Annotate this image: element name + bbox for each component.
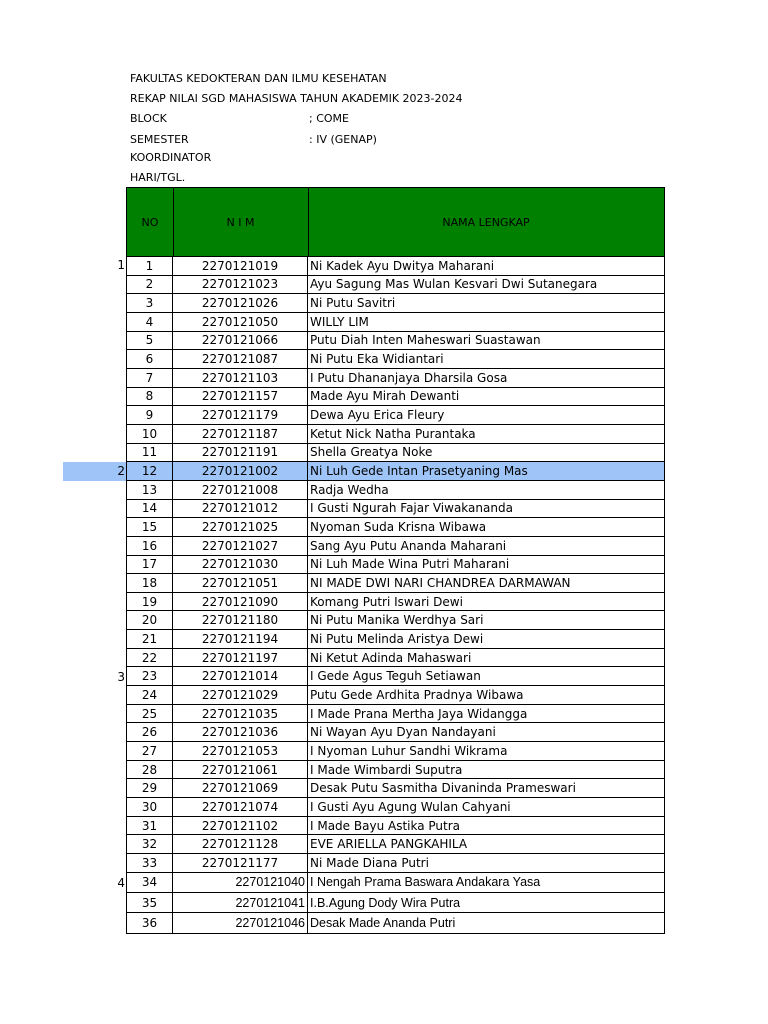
table-row[interactable] <box>126 893 665 913</box>
cell-nim[interactable]: 2270121066 <box>173 332 308 350</box>
cell-no[interactable]: 11 <box>127 444 173 462</box>
table-row[interactable] <box>126 500 665 519</box>
cell-no[interactable]: 16 <box>127 537 173 555</box>
cell-no[interactable]: 26 <box>127 723 173 741</box>
cell-no[interactable]: 5 <box>127 332 173 350</box>
cell-nama[interactable]: I Gusti Ayu Agung Wulan Cahyani <box>310 799 511 814</box>
cell-no[interactable]: 2 <box>127 276 173 294</box>
group-number: 1 <box>117 258 125 272</box>
cell-no[interactable]: 30 <box>127 798 173 816</box>
cell-no[interactable]: 36 <box>127 913 173 932</box>
table-row[interactable] <box>126 332 665 351</box>
table-header <box>126 187 665 257</box>
cell-nim[interactable]: 2270121002 <box>173 462 308 480</box>
table-row[interactable] <box>126 686 665 705</box>
cell-nama[interactable]: Putu Gede Ardhita Pradnya Wibawa <box>310 687 524 702</box>
table-row[interactable] <box>126 835 665 854</box>
table-row[interactable] <box>126 481 665 500</box>
table-row[interactable] <box>126 873 665 893</box>
cell-nim[interactable]: 2270121197 <box>173 649 308 667</box>
cell-nama[interactable]: Ayu Sagung Mas Wulan Kesvari Dwi Sutanegara <box>310 277 598 292</box>
cell-no[interactable]: 24 <box>127 686 173 704</box>
table-row[interactable] <box>126 817 665 836</box>
cell-nama[interactable]: Ni Ketut Adinda Mahaswari <box>310 650 472 665</box>
table-row[interactable] <box>126 388 665 407</box>
cell-nim[interactable]: 2270121029 <box>173 686 308 704</box>
cell-nama[interactable]: I Made Wimbardi Suputra <box>310 762 463 777</box>
cell-nim[interactable]: 2270121040 <box>173 873 308 892</box>
table-row[interactable] <box>126 294 665 313</box>
cell-nama[interactable]: NI MADE DWI NARI CHANDREA DARMAWAN <box>310 575 571 590</box>
table-row[interactable] <box>126 742 665 761</box>
cell-nim[interactable]: 2270121050 <box>173 313 308 331</box>
table-row[interactable] <box>126 369 665 388</box>
cell-no[interactable]: 34 <box>127 873 173 892</box>
cell-nim[interactable]: 2270121051 <box>173 574 308 592</box>
cell-no[interactable]: 10 <box>127 425 173 443</box>
table-row[interactable] <box>126 913 665 933</box>
cell-nim[interactable]: 2270121027 <box>173 537 308 555</box>
report-title: REKAP NILAI SGD MAHASISWA TAHUN AKADEMIK 2023-2024 <box>130 92 463 105</box>
table-row[interactable] <box>126 313 665 332</box>
cell-no[interactable]: 31 <box>127 817 173 835</box>
table-row[interactable] <box>126 406 665 425</box>
cell-no[interactable]: 29 <box>127 779 173 797</box>
student-table <box>126 187 665 934</box>
table-row[interactable] <box>126 537 665 556</box>
cell-nim[interactable]: 2270121103 <box>173 369 308 387</box>
cell-nim[interactable]: 2270121019 <box>173 257 308 275</box>
cell-nim[interactable]: 2270121102 <box>173 817 308 835</box>
group-number: 4 <box>117 876 125 890</box>
cell-nim[interactable]: 2270121041 <box>173 893 308 912</box>
table-row[interactable] <box>126 705 665 724</box>
cell-nama[interactable]: Putu Diah Inten Maheswari Suastawan <box>310 333 541 348</box>
cell-nim[interactable]: 2270121128 <box>173 835 308 853</box>
column-header-nim[interactable]: N I M <box>173 188 309 256</box>
table-row[interactable] <box>126 444 665 463</box>
cell-no[interactable]: 14 <box>127 500 173 518</box>
cell-nama[interactable]: Dewa Ayu Erica Fleury <box>310 408 445 423</box>
cell-nim[interactable]: 2270121069 <box>173 779 308 797</box>
table-row[interactable] <box>126 630 665 649</box>
cell-nim[interactable]: 2270121035 <box>173 705 308 723</box>
cell-nim[interactable]: 2270121036 <box>173 723 308 741</box>
cell-nama[interactable]: Made Ayu Mirah Dewanti <box>310 389 460 404</box>
cell-nim[interactable]: 2270121090 <box>173 593 308 611</box>
cell-no[interactable]: 23 <box>127 667 173 685</box>
cell-no[interactable]: 15 <box>127 518 173 536</box>
cell-nama[interactable]: I Putu Dhananjaya Dharsila Gosa <box>310 370 508 385</box>
cell-nim[interactable]: 2270121180 <box>173 611 308 629</box>
cell-nama[interactable]: I Gusti Ngurah Fajar Viwakananda <box>310 501 513 516</box>
table-row[interactable] <box>126 779 665 798</box>
cell-nim[interactable]: 2270121014 <box>173 667 308 685</box>
group-number: 2 <box>117 464 125 478</box>
column-header-no[interactable]: NO <box>127 188 174 256</box>
cell-nama[interactable]: I Nengah Prama Baswara Andakara Yasa <box>310 875 541 890</box>
cell-no[interactable]: 3 <box>127 294 173 312</box>
cell-no[interactable]: 20 <box>127 611 173 629</box>
table-row[interactable] <box>126 667 665 686</box>
cell-nim[interactable]: 2270121087 <box>173 350 308 368</box>
cell-no[interactable]: 4 <box>127 313 173 331</box>
faculty-name: FAKULTAS KEDOKTERAN DAN ILMU KESEHATAN <box>130 72 387 85</box>
cell-nama[interactable]: Nyoman Suda Krisna Wibawa <box>310 520 487 535</box>
cell-nim[interactable]: 2270121012 <box>173 500 308 518</box>
cell-nama[interactable]: I Nyoman Luhur Sandhi Wikrama <box>310 743 508 758</box>
table-row[interactable] <box>126 854 665 873</box>
cell-nama[interactable]: Ni Putu Manika Werdhya Sari <box>310 613 484 628</box>
cell-no[interactable]: 1 <box>127 257 173 275</box>
semester-value: : IV (GENAP) <box>309 133 377 146</box>
table-row[interactable] <box>126 518 665 537</box>
cell-no[interactable]: 17 <box>127 556 173 574</box>
hari-label: HARI/TGL. <box>130 171 186 184</box>
cell-nama[interactable]: Ni Luh Gede Intan Prasetyaning Mas <box>310 464 528 479</box>
cell-nim[interactable]: 2270121023 <box>173 276 308 294</box>
cell-nama[interactable]: Ketut Nick Natha Purantaka <box>310 426 476 441</box>
cell-nim[interactable]: 2270121194 <box>173 630 308 648</box>
cell-nama[interactable]: EVE ARIELLA PANGKAHILA <box>310 837 468 852</box>
cell-nama[interactable]: Desak Putu Sasmitha Divaninda Prameswari <box>310 781 576 796</box>
group-number: 3 <box>117 670 125 684</box>
cell-nama[interactable]: Ni Putu Savitri <box>310 296 396 311</box>
table-row[interactable] <box>126 761 665 780</box>
koordinator-label: KOORDINATOR <box>130 151 212 164</box>
table-row[interactable] <box>126 425 665 444</box>
cell-nama[interactable]: Radja Wedha <box>310 482 389 497</box>
cell-no[interactable]: 27 <box>127 742 173 760</box>
cell-no[interactable]: 13 <box>127 481 173 499</box>
table-row[interactable] <box>126 574 665 593</box>
cell-no[interactable]: 22 <box>127 649 173 667</box>
cell-nama[interactable]: Ni Putu Eka Widiantari <box>310 352 444 367</box>
table-row[interactable] <box>126 257 665 276</box>
cell-no[interactable]: 21 <box>127 630 173 648</box>
semester-label: SEMESTER <box>130 133 189 146</box>
table-row[interactable] <box>126 593 665 612</box>
cell-no[interactable]: 6 <box>127 350 173 368</box>
cell-nim[interactable]: 2270121179 <box>173 406 308 424</box>
cell-no[interactable]: 8 <box>127 388 173 406</box>
cell-nama[interactable]: I Made Prana Mertha Jaya Widangga <box>310 706 528 721</box>
cell-no[interactable]: 35 <box>127 893 173 912</box>
cell-nama[interactable]: Ni Kadek Ayu Dwitya Maharani <box>310 258 495 273</box>
cell-nama[interactable]: Shella Greatya Noke <box>310 445 433 460</box>
cell-nama[interactable]: Ni Putu Melinda Aristya Dewi <box>310 631 484 646</box>
table-row[interactable] <box>126 611 665 630</box>
cell-nim[interactable]: 2270121191 <box>173 444 308 462</box>
cell-no[interactable]: 18 <box>127 574 173 592</box>
cell-nim[interactable]: 2270121030 <box>173 556 308 574</box>
cell-no[interactable]: 28 <box>127 761 173 779</box>
cell-nim[interactable]: 2270121053 <box>173 742 308 760</box>
table-body <box>126 257 665 934</box>
table-row[interactable] <box>126 723 665 742</box>
cell-nim[interactable]: 2270121157 <box>173 388 308 406</box>
table-row[interactable] <box>126 556 665 575</box>
block-value: ; COME <box>309 112 349 125</box>
cell-no[interactable]: 12 <box>127 462 173 480</box>
cell-no[interactable]: 7 <box>127 369 173 387</box>
block-label: BLOCK <box>130 112 167 125</box>
cell-no[interactable]: 25 <box>127 705 173 723</box>
cell-nim[interactable]: 2270121025 <box>173 518 308 536</box>
cell-nama[interactable]: Komang Putri Iswari Dewi <box>310 594 463 609</box>
cell-no[interactable]: 19 <box>127 593 173 611</box>
cell-nama[interactable]: Ni Luh Made Wina Putri Maharani <box>310 557 510 572</box>
table-row[interactable] <box>126 798 665 817</box>
column-header-nama[interactable]: NAMA LENGKAP <box>442 215 530 229</box>
cell-nim[interactable]: 2270121026 <box>173 294 308 312</box>
cell-nim[interactable]: 2270121177 <box>173 854 308 872</box>
cell-nim[interactable]: 2270121046 <box>173 913 308 932</box>
cell-nim[interactable]: 2270121008 <box>173 481 308 499</box>
table-row[interactable] <box>126 649 665 668</box>
cell-nama[interactable]: WILLY LIM <box>310 314 369 329</box>
cell-nama[interactable]: Sang Ayu Putu Ananda Maharani <box>310 538 507 553</box>
cell-nim[interactable]: 2270121074 <box>173 798 308 816</box>
cell-nama[interactable]: Ni Made Diana Putri <box>310 855 429 870</box>
cell-nama[interactable]: Ni Wayan Ayu Dyan Nandayani <box>310 725 496 740</box>
table-row[interactable] <box>126 276 665 295</box>
cell-no[interactable]: 33 <box>127 854 173 872</box>
cell-no[interactable]: 9 <box>127 406 173 424</box>
cell-no[interactable]: 32 <box>127 835 173 853</box>
cell-nim[interactable]: 2270121061 <box>173 761 308 779</box>
cell-nama[interactable]: I Gede Agus Teguh Setiawan <box>310 669 481 684</box>
cell-nama[interactable]: I Made Bayu Astika Putra <box>310 818 461 833</box>
table-row[interactable] <box>126 350 665 369</box>
table-row[interactable] <box>126 462 665 481</box>
cell-nama[interactable]: Desak Made Ananda Putri <box>310 915 456 930</box>
cell-nim[interactable]: 2270121187 <box>173 425 308 443</box>
cell-nama[interactable]: I.B.Agung Dody Wira Putra <box>310 895 461 910</box>
